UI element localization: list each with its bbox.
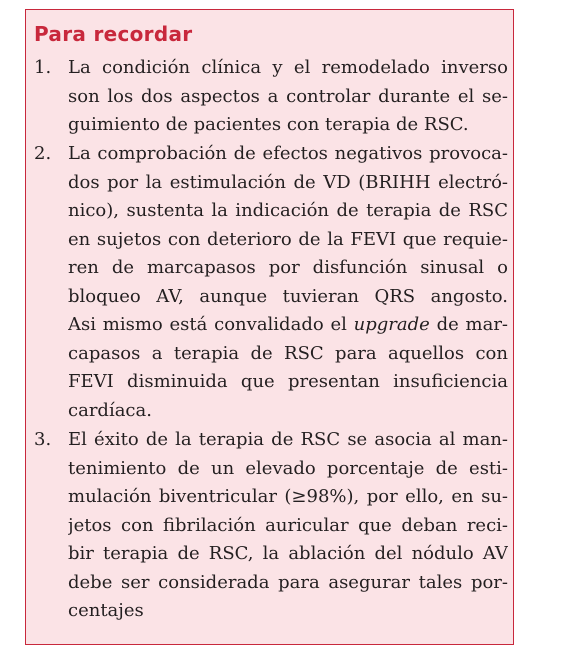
item-line — [68, 572, 508, 593]
item-number: 1. — [34, 57, 52, 78]
item-line — [68, 458, 508, 479]
line-text: dos por la estimulación de VD (BRIHH electró- — [68, 172, 508, 193]
line-text: centajes — [68, 600, 144, 621]
line-text: bir terapia de RSC, la ablación del nódulo AV — [68, 543, 508, 564]
item-line — [68, 143, 508, 164]
line-text: La condición clínica y el remodelado inverso — [68, 57, 508, 78]
line-text: debe ser considerada para asegurar tales por- — [68, 572, 508, 593]
item-line — [68, 286, 508, 307]
item-line — [68, 515, 508, 536]
line-text: guimiento de pacientes con terapia de RSC. — [68, 114, 469, 135]
item-number: 2. — [34, 143, 52, 164]
item-line — [68, 429, 508, 450]
line-text: de mar- — [429, 314, 508, 335]
item-line — [68, 400, 508, 421]
line-text: jetos con fibrilación auricular que deban reci- — [68, 515, 508, 536]
line-text: El éxito de la terapia de RSC se asocia al man- — [68, 429, 508, 450]
line-text: en sujetos con deterioro de la FEVI que requie- — [68, 229, 508, 250]
line-text-italic: upgrade — [353, 314, 430, 335]
reminder-box — [25, 9, 514, 645]
item-line — [68, 57, 508, 78]
item-line — [68, 257, 508, 278]
line-text: La comprobación de efectos negativos provoca- — [68, 143, 508, 164]
item-line — [68, 314, 508, 335]
line-text: tenimiento de un elevado porcentaje de esti- — [68, 458, 508, 479]
item-line — [68, 543, 508, 564]
item-line — [68, 486, 508, 507]
item-number: 3. — [34, 429, 52, 450]
item-line — [68, 86, 508, 107]
line-text: FEVI disminuida que presentan insuficiencia — [68, 371, 508, 392]
line-text: ren de marcapasos por disfunción sinusal o — [68, 257, 508, 278]
line-text: bloqueo AV, aunque tuvieran QRS angosto. — [68, 286, 508, 307]
line-text: mulación biventricular (≥98%), por ello, en su- — [68, 486, 508, 507]
item-line — [68, 229, 508, 250]
line-text: son los dos aspectos a controlar durante el se- — [68, 86, 508, 107]
item-line — [68, 600, 508, 621]
line-text: nico), sustenta la indicación de terapia de RSC — [68, 200, 508, 221]
box-title: Para recordar — [34, 22, 193, 46]
item-line — [68, 114, 508, 135]
item-line — [68, 200, 508, 221]
item-line — [68, 343, 508, 364]
item-line — [68, 172, 508, 193]
line-text: cardíaca. — [68, 400, 152, 421]
line-text: Asi mismo está convalidado el — [68, 314, 354, 335]
item-line — [68, 371, 508, 392]
line-text: capasos a terapia de RSC para aquellos con — [68, 343, 508, 364]
